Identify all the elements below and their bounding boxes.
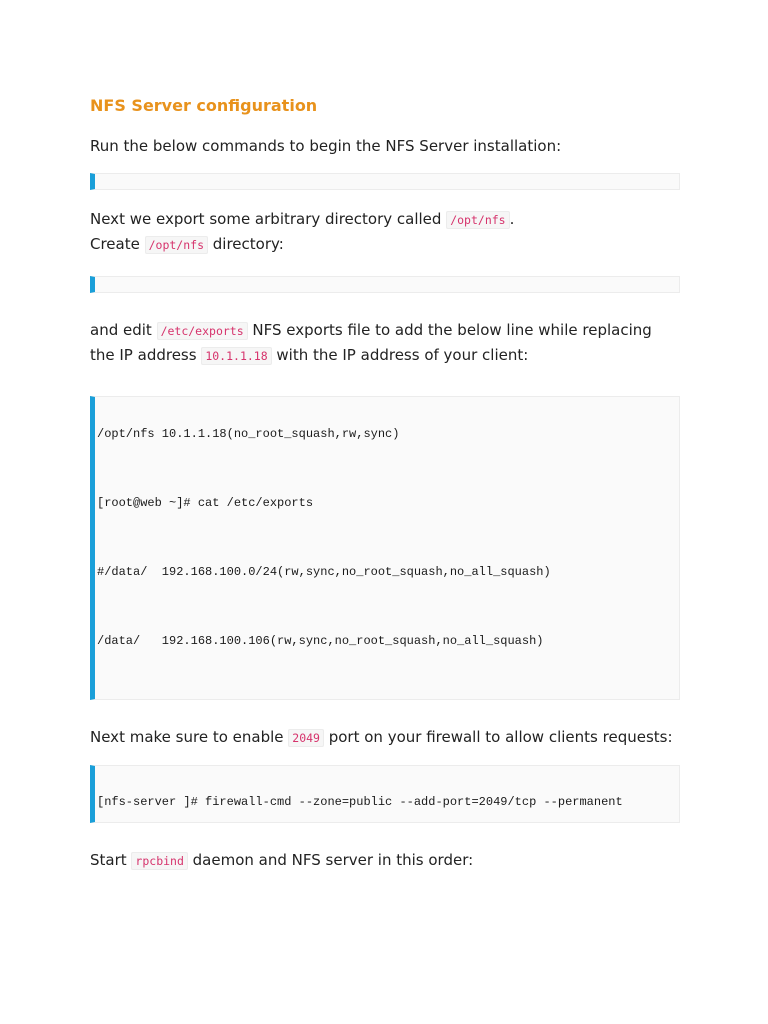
inline-code-opt-nfs-2: /opt/nfs	[145, 236, 208, 254]
export-text-c: Create	[90, 235, 145, 253]
export-paragraph	[90, 207, 680, 257]
start-paragraph	[90, 848, 680, 873]
firewall-paragraph	[90, 725, 680, 750]
inline-code-rpcbind: rpcbind	[131, 852, 187, 870]
mkdir-command-block[interactable]	[90, 276, 680, 293]
inline-code-port: 2049	[288, 729, 324, 747]
edit-text-a: and edit	[90, 321, 157, 339]
firewall-code-block[interactable]	[90, 765, 680, 823]
section-heading: NFS Server configuration	[90, 96, 318, 115]
exports-code-block[interactable]	[90, 396, 680, 700]
inline-code-etc-exports: /etc/exports	[157, 322, 248, 340]
code-line: /opt/nfs 10.1.1.18(no_root_squash,rw,sync)	[97, 427, 400, 441]
edit-text-b: NFS exports file to add the below line while replacing the IP address	[90, 321, 652, 364]
inline-code-opt-nfs: /opt/nfs	[446, 211, 509, 229]
document-body	[90, 95, 680, 873]
code-line: [nfs-server ]# firewall-cmd --zone=public --add-port=2049/tcp --permanent	[97, 795, 623, 809]
intro-paragraph	[90, 134, 680, 158]
firewall-text-b: port on your firewall to allow clients requests:	[323, 728, 673, 746]
edit-text-c: with the IP address of your client:	[271, 346, 529, 364]
code-line: [root@web ~]# cat /etc/exports	[97, 496, 314, 510]
firewall-text-a: Next make sure to enable	[90, 728, 289, 746]
start-text-a: Start	[90, 851, 132, 869]
start-text-b: daemon and NFS server in this order:	[187, 851, 474, 869]
install-command-block[interactable]	[90, 173, 680, 190]
code-line: /data/ 192.168.100.106(rw,sync,no_root_squash,no_all_squash)	[97, 634, 544, 648]
code-line: #/data/ 192.168.100.0/24(rw,sync,no_root_squash,no_all_squash)	[97, 565, 551, 579]
intro-text: Run the below commands to begin the NFS Server installation:	[90, 137, 562, 155]
export-text-a: Next we export some arbitrary directory called	[90, 210, 447, 228]
edit-exports-paragraph	[90, 318, 680, 368]
inline-code-ip: 10.1.1.18	[201, 347, 271, 365]
export-text-b: .	[509, 210, 515, 228]
export-text-d: directory:	[208, 235, 284, 253]
